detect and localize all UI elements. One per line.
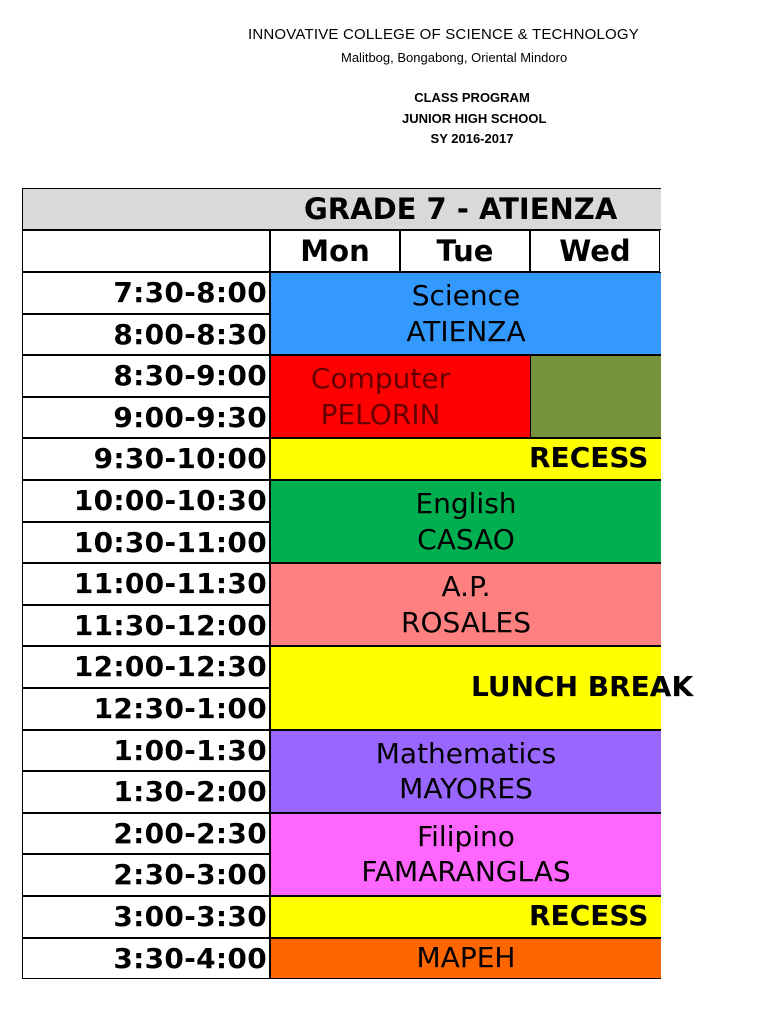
document-title: CLASS PROGRAM	[414, 90, 530, 105]
subject-block	[270, 272, 661, 355]
class-schedule-table	[22, 188, 694, 981]
time-slot: 7:30-8:00	[22, 272, 270, 314]
subject-name: RECESS	[529, 441, 649, 475]
time-slot: 1:00-1:30	[22, 730, 270, 772]
day-header-wed: Wed	[530, 230, 660, 272]
subject-block	[270, 938, 661, 980]
time-slot: 8:30-9:00	[22, 355, 270, 397]
time-slot: 8:00-8:30	[22, 314, 270, 356]
time-slot: 12:00-12:30	[22, 646, 270, 688]
subject-block	[270, 438, 661, 480]
time-slot: 10:00-10:30	[22, 480, 270, 522]
time-slot: 3:30-4:00	[22, 938, 270, 980]
time-slot: 2:30-3:00	[22, 854, 270, 896]
subject-block	[530, 355, 661, 438]
institution-name: INNOVATIVE COLLEGE OF SCIENCE & TECHNOLOGY	[248, 26, 639, 43]
subject-name: Filipino	[417, 819, 515, 853]
time-slot: 11:00-11:30	[22, 563, 270, 605]
subject-block	[270, 480, 661, 563]
institution-address: Malitbog, Bongabong, Oriental Mindoro	[341, 50, 568, 65]
header-corner-cell	[22, 230, 270, 272]
table-title: GRADE 7 - ATIENZA	[22, 188, 661, 230]
subject-name: Mathematics	[375, 736, 557, 770]
subject-name: Science	[411, 279, 521, 312]
teacher-name: ATIENZA	[406, 314, 526, 348]
school-year: SY 2016-2017	[430, 131, 514, 146]
subject-block	[270, 646, 694, 729]
teacher-name: FAMARANGLAS	[361, 855, 571, 889]
subject-name: LUNCH BREAK	[471, 670, 694, 704]
time-slot: 10:30-11:00	[22, 522, 270, 564]
school-level: JUNIOR HIGH SCHOOL	[402, 111, 547, 126]
subject-name: A.P.	[441, 570, 491, 604]
day-header-mon: Mon	[270, 230, 400, 272]
subject-block	[270, 563, 661, 646]
teacher-name: PELORIN	[320, 397, 441, 431]
subject-name: MAPEH	[416, 940, 516, 974]
time-slot: 12:30-1:00	[22, 688, 270, 730]
time-slot: 3:00-3:30	[22, 896, 270, 938]
time-slot: 9:00-9:30	[22, 397, 270, 439]
time-slot: 9:30-10:00	[22, 438, 270, 480]
subject-block	[270, 896, 661, 938]
subject-block	[270, 730, 661, 813]
time-slot: 2:00-2:30	[22, 813, 270, 855]
subject-name: RECESS	[529, 899, 649, 932]
time-slot: 1:30-2:00	[22, 771, 270, 813]
subject-block	[270, 355, 530, 438]
subject-block	[270, 813, 661, 896]
subject-name: Computer	[310, 362, 451, 396]
day-header-tue: Tue	[400, 230, 530, 272]
subject-name: English	[415, 487, 517, 520]
time-slot: 11:30-12:00	[22, 605, 270, 647]
teacher-name: MAYORES	[399, 772, 533, 806]
teacher-name: CASAO	[417, 522, 515, 556]
teacher-name: ROSALES	[400, 605, 531, 639]
